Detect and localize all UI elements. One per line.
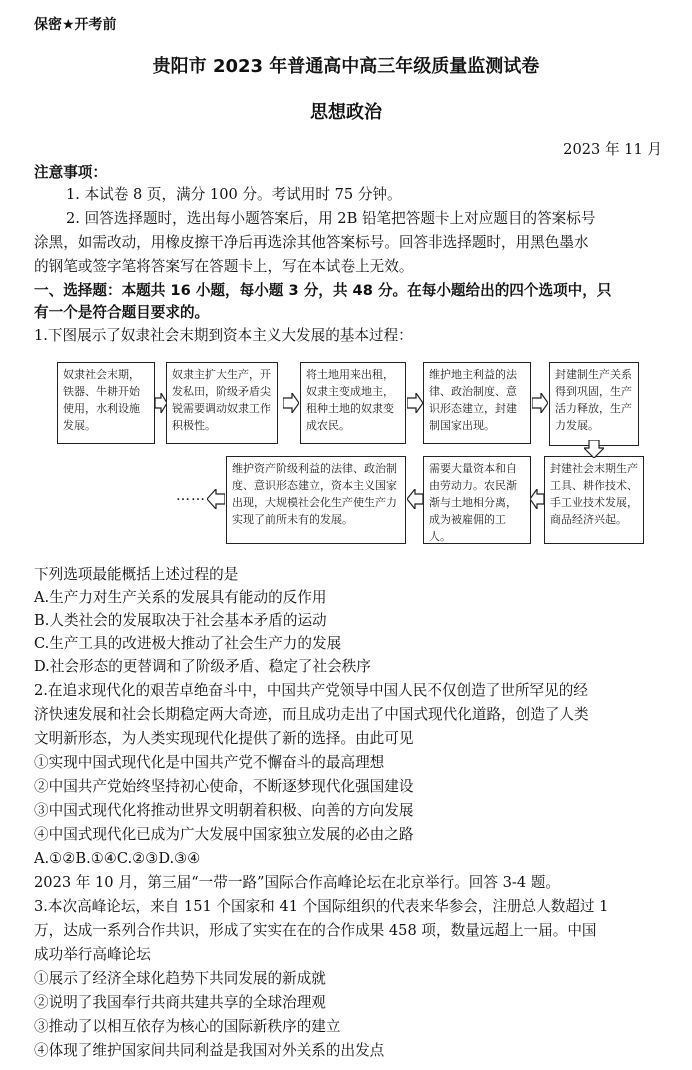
- q1-option-c: C.生产工具的改进极大推动了社会生产力的发展: [34, 635, 342, 652]
- notice-item-2-line-3: 的钢笔或签字笔将答案写在答题卡上，写在本试卷上无效。: [34, 258, 414, 275]
- q3-line-1: 3.本次高峰论坛，来自 151 个国家和 41 个国际组织的代表来华参会，注册总人数超过 1: [34, 898, 609, 915]
- flow-box-2: 奴隶主扩大生产，开发私田，阶级矛盾尖锐需要调动奴隶工作积极性。: [166, 362, 278, 444]
- exam-title: 贵阳市 2023 年普通高中高三年级质量监测试卷: [152, 56, 540, 77]
- q2-line-1: 2.在追求现代化的艰苦卓绝奋斗中，中国共产党领导中国人民不仅创造了世所罕见的经: [34, 682, 588, 699]
- arrow-right-icon: [532, 393, 548, 413]
- q1-option-a: A.生产力对生产关系的发展具有能动的反作用: [34, 589, 327, 606]
- arrow-right-icon: [283, 393, 299, 413]
- q3-statement-2: ②说明了我国奉行共商共建共享的全球治理观: [34, 994, 326, 1011]
- q3-line-3: 成功举行高峰论坛: [34, 946, 151, 963]
- flow-box-6: 封建社会末期生产工具、耕作技术、手工业技术发展，商品经济兴起。: [544, 456, 644, 544]
- flow-box-1: 奴隶社会末期，铁器、牛耕开始使用，水利设施发展。: [57, 362, 155, 444]
- q3-statement-3: ③推动了以相互依存为核心的国际新秩序的建立: [34, 1018, 341, 1035]
- notice-item-2-line-2: 涂黑，如需改动，用橡皮擦干净后再选涂其他答案标号。回答非选择题时，用黑色墨水: [34, 234, 589, 251]
- section-heading-line-1: 一、选择题：本题共 16 小题，每小题 3 分，共 48 分。在每小题给出的四个选项中，只: [34, 282, 612, 299]
- exam-date: 2023 年 11 月: [563, 141, 662, 158]
- flow-box-8: 维护资产阶级利益的法律、政治制度、意识形态建立，资本主义国家出现，大规模社会化生产使生产力实现了前所未有的发展。: [226, 456, 406, 544]
- flow-ellipsis: ……: [176, 488, 206, 504]
- q3-line-2: 万，达成一系列合作共识，形成了实实在在的合作成果 458 项，数量远超上一届。中国: [34, 922, 597, 939]
- q2-statement-1: ①实现中国式现代化是中国共产党不懈奋斗的最高理想: [34, 754, 385, 771]
- arrow-right-icon: [155, 393, 167, 413]
- q2-line-2: 济快速发展和社会长期稳定两大奇迹，而且成功走出了中国式现代化道路，创造了人类: [34, 706, 589, 723]
- flow-box-4: 维护地主利益的法律、政治制度、意识形态建立，封建制国家出现。: [423, 362, 531, 444]
- arrow-left-icon: [530, 489, 544, 509]
- q2-statement-3: ③中国式现代化将推动世界文明朝着积极、向善的方向发展: [34, 802, 414, 819]
- q1-stem: 1.下图展示了奴隶社会末期到资本主义大发展的基本过程：: [34, 327, 413, 344]
- flow-box-7: 需要大量资本和自由劳动力。农民渐渐与土地相分离，成为被雇佣的工人。: [423, 456, 531, 544]
- arrow-right-icon: [407, 393, 423, 413]
- q3-4-intro: 2023 年 10 月，第三届“一带一路”国际合作高峰论坛在北京举行。回答 3-4 题。: [34, 874, 560, 891]
- confidential-mark: 保密★开考前: [34, 17, 117, 33]
- notice-item-2-line-1: 2. 回答选择题时，选出每小题答案后，用 2B 铅笔把答题卡上对应题目的答案标号: [66, 210, 596, 227]
- q2-line-3: 文明新形态，为人类实现现代化提供了新的选择。由此可见: [34, 730, 414, 747]
- notice-item-1: 1. 本试卷 8 页，满分 100 分。考试用时 75 分钟。: [66, 186, 402, 203]
- q2-choices: A.①②B.①④C.②③D.③④: [34, 850, 201, 867]
- q1-option-d: D.社会形态的更替调和了阶级矛盾、稳定了社会秩序: [34, 658, 371, 675]
- arrow-down-icon: [584, 440, 604, 458]
- q1-prompt: 下列选项最能概括上述过程的是: [34, 566, 239, 583]
- notice-heading: 注意事项：: [34, 164, 107, 181]
- flow-box-5: 封建制生产关系得到巩固，生产活力释放，生产力发展。: [549, 362, 639, 446]
- subject-title: 思想政治: [310, 102, 382, 123]
- q3-statement-1: ①展示了经济全球化趋势下共同发展的新成就: [34, 970, 326, 987]
- q1-option-b: B.人类社会的发展取决于社会基本矛盾的运动: [34, 612, 327, 629]
- section-heading-line-2: 有一个是符合题目要求的。: [34, 304, 210, 321]
- flow-box-3: 将土地用来出租，奴隶主变成地主，租种土地的奴隶变成农民。: [300, 362, 406, 444]
- q2-statement-4: ④中国式现代化已成为广大发展中国家独立发展的必由之路: [34, 826, 414, 843]
- q3-statement-4: ④体现了维护国家间共同利益是我国对外关系的出发点: [34, 1042, 385, 1059]
- arrow-left-icon: [407, 489, 423, 509]
- arrow-left-icon: [207, 489, 225, 509]
- q2-statement-2: ②中国共产党始终坚持初心使命，不断逐梦现代化强国建设: [34, 778, 414, 795]
